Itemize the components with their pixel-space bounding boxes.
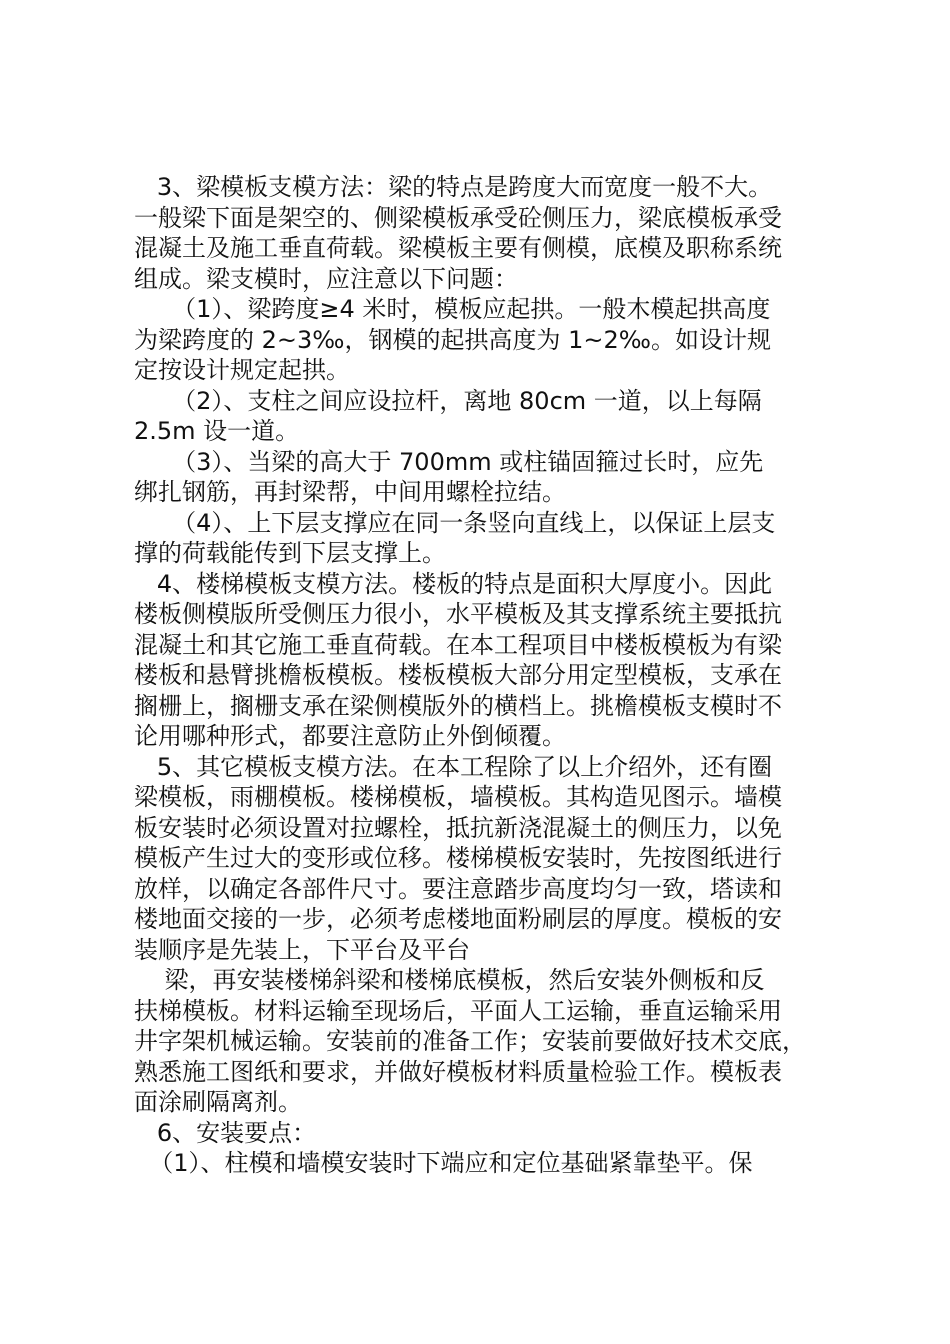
text-line: 5、其它模板支模方法。在本工程除了以上介绍外，还有圈	[134, 752, 773, 781]
text-line: 撑的荷载能传到下层支撑上。	[134, 539, 446, 567]
text-line: 放样，以确定各部件尺寸。要注意踏步高度均匀一致，塔读和	[134, 874, 782, 903]
text-line: 2.5m 设一道。	[134, 417, 300, 445]
text-line: 楼地面交接的一步，必须考虑楼地面粉刷层的厚度。模板的安	[134, 905, 782, 933]
text-line: （2）、支柱之间应设拉杆，离地 80cm 一道，以上每隔	[134, 386, 762, 415]
text-line: 梁模板，雨棚模板。楼梯模板，墙模板。其构造见图示。墙模	[134, 783, 782, 811]
text-line: 3、梁模板支模方法：梁的特点是跨度大而宽度一般不大。	[134, 173, 773, 201]
text-line: 6、安装要点：	[134, 1118, 317, 1147]
text-line: 混凝土和其它施工垂直荷载。在本工程项目中楼板模板为有梁	[134, 630, 782, 659]
text-line: 模板产生过大的变形或位移。楼梯模板安装时，先按图纸进行	[134, 844, 782, 872]
text-line: 一般梁下面是架空的、侧梁模板承受砼侧压力，梁底模板承受	[134, 203, 782, 232]
text-line: 绑扎钢筋，再封梁帮，中间用螺栓拉结。	[134, 478, 566, 506]
text-line: 混凝土及施工垂直荷载。梁模板主要有侧模，底模及职称系统	[134, 234, 782, 262]
text-line: 搁栅上，搁栅支承在梁侧模版外的横档上。挑檐模板支模时不	[134, 691, 782, 720]
text-line: 井字架机械运输。安装前的准备工作；安装前要做好技术交底，	[134, 1027, 806, 1055]
text-line: 面涂刷隔离剂。	[134, 1088, 302, 1116]
text-line: 论用哪种形式，都要注意防止外倒倾覆。	[134, 722, 566, 750]
text-line: （1）、梁跨度≥4 米时，模板应起拱。一般木模起拱高度	[134, 295, 771, 323]
text-line: （1）、柱模和墙模安装时下端应和定位基础紧靠垫平。保	[134, 1149, 753, 1177]
text-line: 梁，再安装楼梯斜梁和楼梯底模板，然后安装外侧板和反	[134, 966, 765, 994]
text-line: 为梁跨度的 2~3‰，钢模的起拱高度为 1~2‰。如设计规	[134, 325, 771, 354]
text-line: 装顺序是先装上，下平台及平台	[134, 935, 470, 964]
body-text	[134, 172, 864, 1179]
text-line: （4）、上下层支撑应在同一条竖向直线上，以保证上层支	[134, 508, 776, 537]
text-line: 楼板和悬臂挑檐板模板。楼板模板大部分用定型模板，支承在	[134, 661, 782, 689]
text-line: 板安装时必须设置对拉螺栓，抵抗新浇混凝土的侧压力，以免	[134, 813, 782, 842]
text-line: 定按设计规定起拱。	[134, 356, 350, 384]
text-line: 熟悉施工图纸和要求，并做好模板材料质量检验工作。模板表	[134, 1057, 782, 1086]
text-line: 扶梯模板。材料运输至现场后，平面人工运输，垂直运输采用	[134, 996, 782, 1025]
text-line: 组成。梁支模时，应注意以下问题：	[134, 264, 518, 293]
text-line: （3）、当梁的高大于 700mm 或柱锚固箍过长时，应先	[134, 447, 764, 476]
text-line: 楼板侧模版所受侧压力很小，水平模板及其支撑系统主要抵抗	[134, 600, 782, 628]
text-line: 4、楼梯模板支模方法。楼板的特点是面积大厚度小。因此	[134, 569, 773, 598]
